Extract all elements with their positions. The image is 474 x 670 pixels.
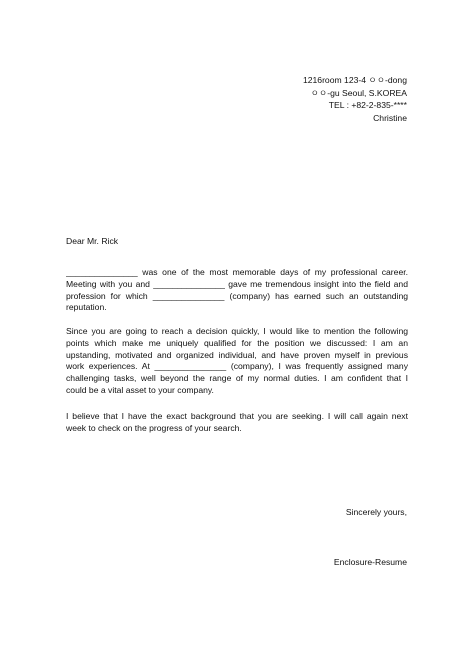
paragraph-line: work experiences. At _______________ (company), I was frequently assigned many [66, 361, 408, 372]
sender-name: Christine [373, 112, 407, 123]
paragraph-line: I believe that I have the exact background that you are seeking. I will call again next [66, 411, 408, 421]
address-line-phone: TEL : +82-2-835-**** [328, 100, 407, 110]
enclosure-note: Enclosure-Resume [333, 557, 407, 567]
paragraph-2 [66, 326, 408, 397]
paragraph-line: points which make me uniquely qualified for the position we discussed: I am an [66, 337, 408, 348]
salutation: Dear Mr. Rick [66, 236, 119, 246]
paragraph-line: challenging tasks, well beyond the range of my normal duties. I am confident that I [66, 373, 408, 384]
address-line-street: 1216room 123-4 ㅇㅇ-dong [302, 75, 407, 85]
paragraph-line: profession for which _______________ (company) has earned such an outstanding [66, 290, 408, 301]
paragraph-line: could be a vital asset to your company. [66, 384, 214, 395]
paragraph-line: reputation. [66, 302, 107, 313]
paragraph-line: week to check on the progress of your search. [66, 422, 242, 433]
closing: Sincerely yours, [345, 507, 407, 517]
address-line-city: ㅇㅇ-gu Seoul, S.KOREA [310, 87, 407, 98]
sender-address-block [303, 74, 407, 124]
paragraph-3 [66, 411, 408, 435]
paragraph-line: upstanding, motivated and organized individual, and have proven myself in previous [66, 349, 408, 360]
paragraph-line: _______________ was one of the most memorable days of my professional career. [66, 267, 408, 277]
paragraph-line: Since you are going to reach a decision quickly, I would like to mention the following [66, 326, 408, 336]
paragraph-line: Meeting with you and _______________ gave me tremendous insight into the field and [66, 278, 408, 289]
paragraph-1 [66, 267, 408, 314]
